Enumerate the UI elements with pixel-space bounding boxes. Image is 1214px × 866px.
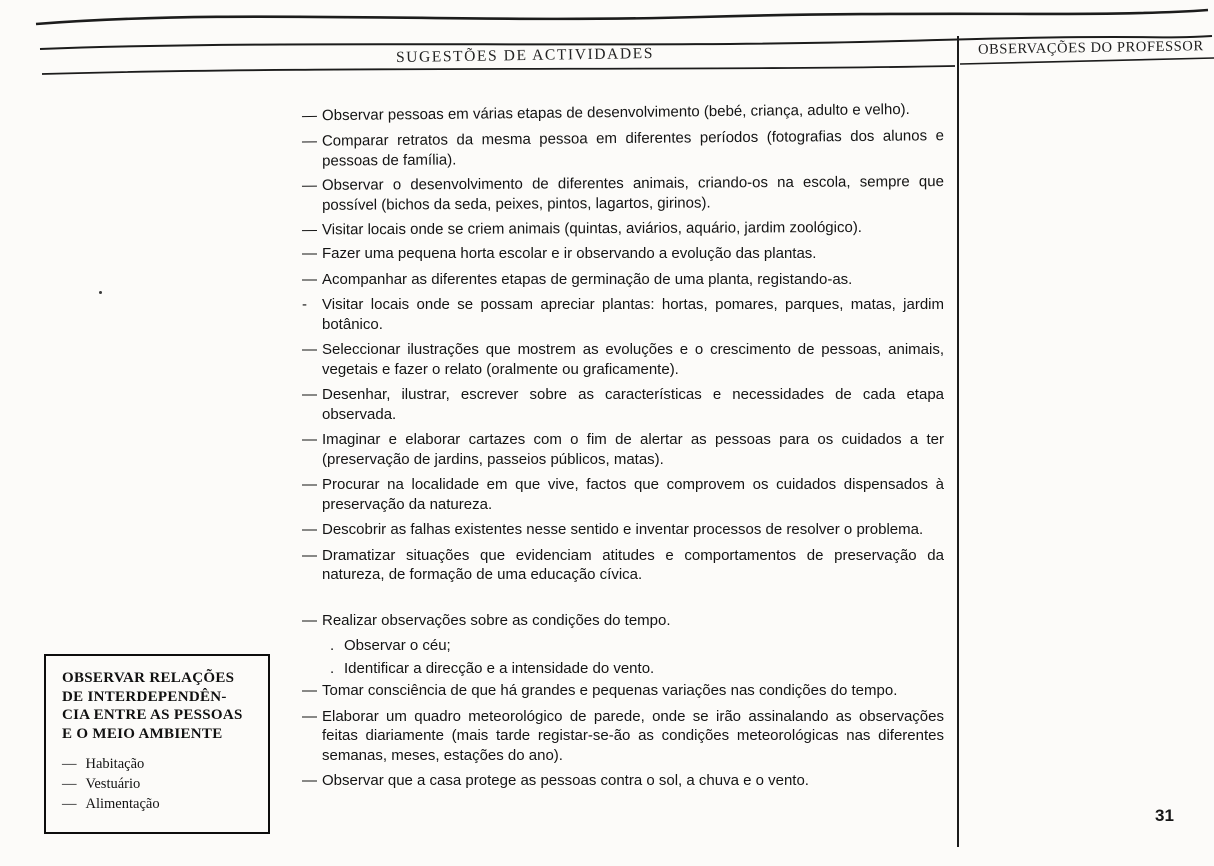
right-header-underline — [960, 58, 1214, 64]
column-divider — [957, 36, 959, 847]
activity-text: Tomar consciência de que há grandes e pequenas variações nas condições do tempo. — [322, 682, 898, 699]
activity-item — [302, 270, 944, 290]
activity-item — [302, 546, 944, 585]
bullet-dash: — — [301, 132, 317, 150]
bullet-dash: — — [62, 796, 77, 812]
activity-item — [302, 217, 944, 239]
bullet-dash: — — [301, 107, 318, 125]
topic-box-item — [62, 754, 256, 774]
activity-text: Seleccionar ilustrações que mostrem as evoluções e o crescimento de pessoas, animais, vegetais e fazer o relato (oralmente ou graficamente). — [322, 341, 944, 378]
activity-text: Elaborar um quadro meteorológico de parede, onde se irão assinalando as observações feitas diariamente (mais tarde registar-se-ão as condições meteorológicas nas diferentes semanas, meses, estações do ano). — [322, 707, 944, 764]
activity-text: Visitar locais onde se criem animais (quintas, aviários, aquário, jardim zoológico). — [321, 218, 863, 238]
topic-box-title-line: E O MEIO AMBIENTE — [62, 725, 223, 742]
activity-item — [302, 244, 944, 264]
bullet-dash: — — [302, 431, 317, 448]
activity-text: Observar que a casa protege as pessoas contra o sol, a chuva e o vento. — [322, 772, 809, 789]
activity-item — [302, 340, 944, 379]
bullet-dash: . — [330, 637, 335, 654]
left-header-underline — [42, 66, 955, 74]
activity-item — [330, 659, 944, 679]
top-wavy-line — [36, 10, 1208, 24]
bullet-dash: — — [302, 682, 317, 699]
header-right-title: OBSERVAÇÕES DO PROFESSOR — [977, 38, 1204, 58]
bullet-dash: — — [302, 270, 317, 288]
activity-text: Imaginar e elaborar cartazes com o fim de alertar as pessoas para os cuidados a ter (preservação de jardins, passeios públicos, matas). — [322, 431, 944, 468]
bullet-dash: — — [301, 220, 318, 238]
activity-item — [302, 681, 944, 701]
activity-item — [302, 385, 944, 424]
bullet-dash: - — [302, 296, 307, 313]
activity-item — [302, 707, 944, 766]
activity-item — [302, 475, 944, 514]
topic-item-label: Alimentação — [85, 796, 160, 812]
bullet-dash: — — [301, 176, 317, 194]
activity-item — [302, 430, 944, 469]
bullet-dash: . — [330, 659, 335, 677]
activity-item — [302, 295, 944, 334]
activity-text: Acompanhar as diferentes etapas de germinação de uma planta, registando-as. — [322, 270, 853, 288]
topic-box — [44, 654, 270, 834]
topic-box-items — [62, 754, 256, 814]
activity-text: Comparar retratos da mesma pessoa em diferentes períodos (fotografias dos alunos e pessoas de família). — [321, 126, 944, 169]
bullet-dash: — — [302, 476, 317, 493]
activity-text: Observar o céu; — [344, 637, 451, 654]
topic-box-title-line: DE INTERDEPENDÊN- — [62, 688, 227, 705]
activity-text: Visitar locais onde se possam apreciar plantas: hortas, pomares, parques, matas, jardim botânico. — [322, 296, 944, 333]
activity-item — [302, 520, 944, 540]
bullet-dash: — — [302, 546, 317, 564]
bullet-dash: — — [302, 521, 317, 538]
activity-text: Realizar observações sobre as condições do tempo. — [322, 611, 671, 629]
activities-list — [301, 100, 944, 797]
activity-text: Observar pessoas em várias etapas de desenvolvimento (bebé, criança, adulto e velho). — [321, 100, 910, 125]
topic-box-title-line: OBSERVAR RELAÇÕES — [62, 670, 235, 686]
activity-text: Descobrir as falhas existentes nesse sentido e inventar processos de resolver o problema. — [322, 521, 924, 538]
header-left-title: SUGESTÕES DE ACTIVIDADES — [395, 44, 655, 67]
activity-text: Observar o desenvolvimento de diferentes animais, criando-os na escola, sempre que possível (bichos da seda, peixes, pintos, lagartos, girinos). — [321, 172, 944, 213]
topic-box-title — [62, 669, 256, 743]
activity-item — [302, 611, 944, 631]
bullet-dash: — — [62, 756, 77, 772]
page-number: 31 — [1155, 806, 1174, 825]
activity-text: Identificar a direcção e a intensidade do vento. — [344, 659, 655, 677]
topic-item-label: Vestuário — [85, 776, 141, 792]
activity-text: Desenhar, ilustrar, escrever sobre as características e necessidades de cada etapa observada. — [322, 386, 944, 423]
bullet-dash: — — [302, 611, 317, 629]
scan-artifact-dot — [99, 291, 102, 294]
topic-item-label: Habitação — [85, 756, 145, 772]
activity-text: Fazer uma pequena horta escolar e ir observando a evolução das plantas. — [322, 245, 817, 262]
bullet-dash: — — [302, 772, 317, 789]
activity-item — [302, 771, 944, 791]
activity-item — [302, 172, 944, 215]
topic-box-item — [62, 794, 256, 814]
activity-item — [330, 636, 944, 656]
topic-box-title-line: CIA ENTRE AS PESSOAS — [62, 707, 243, 723]
bullet-dash: — — [302, 245, 317, 262]
bullet-dash: — — [302, 386, 317, 403]
activity-item — [302, 100, 944, 126]
activity-item — [302, 126, 944, 171]
bullet-dash: — — [302, 707, 317, 725]
bullet-dash: — — [62, 776, 77, 792]
activity-text: Dramatizar situações que evidenciam atitudes e comportamentos de preservação da natureza, de formação de uma educação cívica. — [322, 546, 944, 583]
topic-box-item — [62, 774, 256, 794]
bullet-dash: — — [302, 341, 317, 358]
activity-text: Procurar na localidade em que vive, factos que comprovem os cuidados dispensados à preservação da natureza. — [322, 476, 944, 513]
